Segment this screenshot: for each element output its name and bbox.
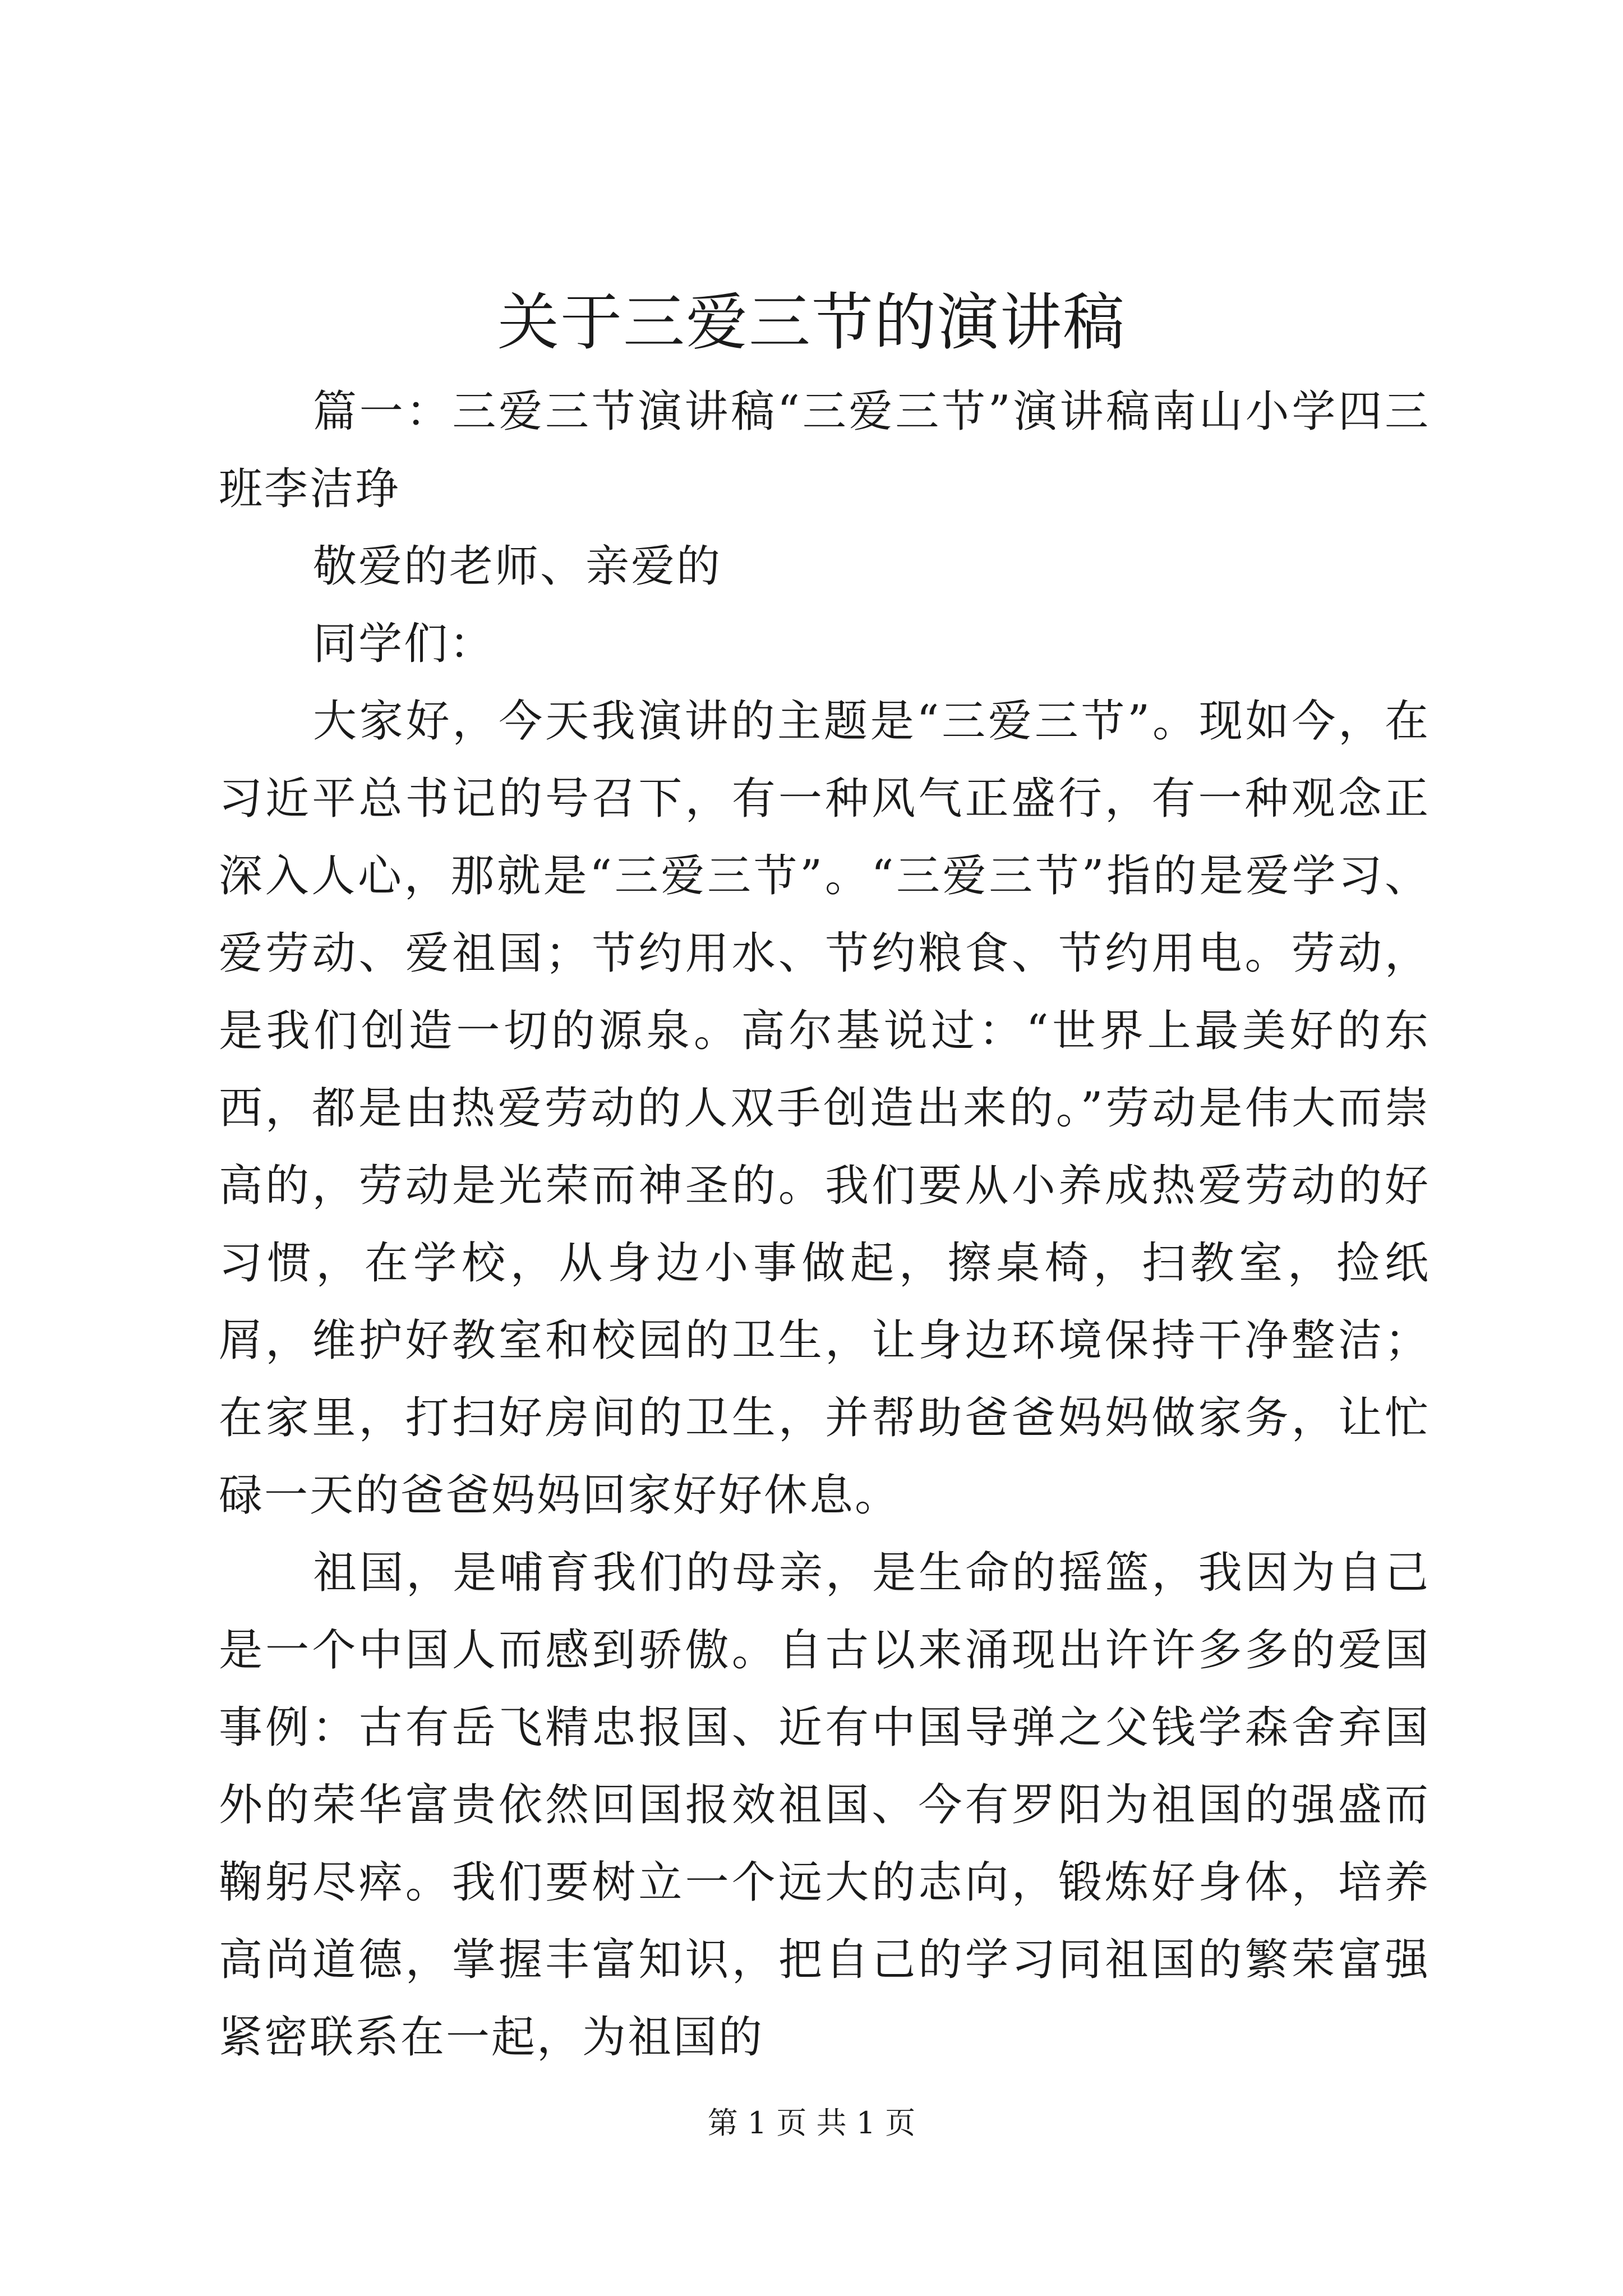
paragraph-intro: 篇一：三爱三节演讲稿“三爱三节”演讲稿南山小学四三班李洁琤 bbox=[219, 386, 1430, 514]
paragraph-motherland: 祖国，是哺育我们的母亲，是生命的摇篮，我因为自己是一个中国人而感到骄傲。自古以来涌现出许许多多的爱国事例：古有岳飞精忠报国、近有中国导弹之父钱学森舍弃国外的荣华富贵依然回国报效祖国、今有罗阳为祖国的强盛而鞠躬尽瘁。我们要树立一个远大的志向，锻炼好身体，培养高尚道德，掌握丰富知识，把自己的学习同祖国的繁荣富强紧密联系在一起，为祖国的 bbox=[219, 1548, 1430, 2063]
paragraph-salutation: 敬爱的老师、亲爱的 bbox=[313, 541, 722, 592]
document-title: 关于三爱三节的演讲稿 bbox=[497, 287, 1126, 358]
paragraph-salutation-classmates: 同学们： bbox=[313, 619, 495, 669]
paragraph-labor: 大家好，今天我演讲的主题是“三爱三节”。现如今，在习近平总书记的号召下，有一种风气正盛行，有一种观念正深入人心，那就是“三爱三节”。“三爱三节”指的是爱学习、爱劳动、爱祖国；节约用水、节约粮食、节约用电。劳动，是我们创造一切的源泉。高尔基说过：“世界上最美好的东西，都是由热爱劳动的人双手创造出来的。”劳动是伟大而崇高的，劳动是光荣而神圣的。我们要从小养成热爱劳动的好习惯，在学校，从身边小事做起，擦桌椅，扫教室，捡纸屑，维护好教室和校园的卫生，让身边环境保持干净整洁；在家里，打扫好房间的卫生，并帮助爸爸妈妈做家务，让忙碌一天的爸爸妈妈回家好好休息。 bbox=[219, 696, 1430, 1521]
page-footer: 第 1 页 共 1 页 bbox=[707, 2105, 916, 2141]
document-body bbox=[219, 373, 1430, 2076]
